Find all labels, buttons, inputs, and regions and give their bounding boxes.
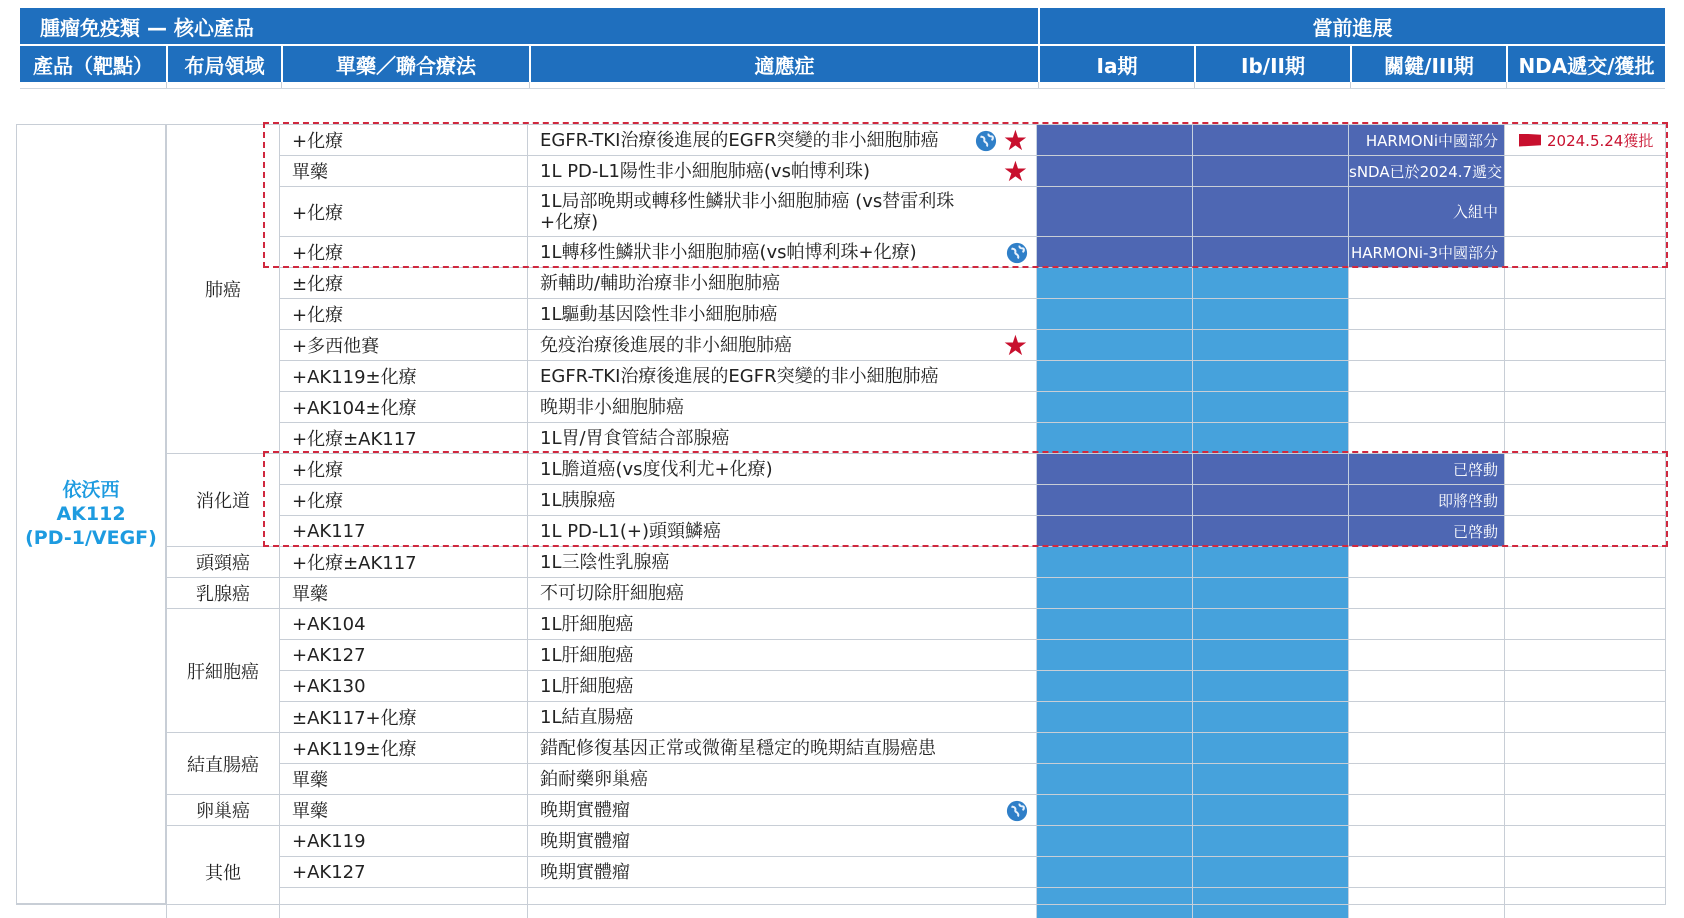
phase-bar-p2 — [1192, 422, 1348, 453]
combo-text: +化療±AK117 — [292, 429, 417, 450]
phase-bar-p3 — [1348, 577, 1504, 608]
combo-cell — [279, 732, 527, 763]
indication-cell — [527, 124, 1036, 155]
phase-bar-p1 — [1036, 856, 1192, 887]
combo-cell — [279, 360, 527, 391]
phase-bar-p2 — [1192, 732, 1348, 763]
phase-bar-p3 — [1348, 515, 1504, 546]
area-cell: 肺癌 — [166, 124, 279, 453]
indication-cell — [527, 856, 1036, 887]
nda-cell — [1504, 484, 1666, 515]
phase-bar-p3 — [1348, 608, 1504, 639]
combo-cell — [279, 236, 527, 267]
table-main-title: 腫瘤免疫類 — 核心產品 — [20, 8, 1038, 44]
nda-cell — [1504, 577, 1666, 608]
indication-cell — [527, 360, 1036, 391]
indication-cell — [527, 329, 1036, 360]
nda-cell — [1504, 124, 1666, 155]
col-header-product: 產品（靶點） — [20, 46, 166, 82]
phase-bar-p1 — [1036, 763, 1192, 794]
combo-cell — [279, 670, 527, 701]
phase-bar-p1 — [1036, 732, 1192, 763]
combo-text: 單藥 — [292, 770, 328, 791]
phase-bar-p1 — [1036, 236, 1192, 267]
col-header-phase-1b2: Ib/II期 — [1196, 46, 1350, 82]
indication-text: 1L膽道癌(vs度伐利尤+化療) — [540, 458, 773, 480]
nda-cell — [1504, 732, 1666, 763]
phase-bar-p1 — [1036, 608, 1192, 639]
combo-text: 單藥 — [292, 584, 328, 605]
phase-label: sNDA已於2024.7遞交 — [1349, 162, 1503, 181]
combo-text: 單藥 — [292, 801, 328, 822]
combo-text: +AK117 — [292, 520, 366, 542]
combo-cell — [279, 639, 527, 670]
area-cell: 乳腺癌 — [166, 577, 279, 608]
indication-cell — [527, 515, 1036, 546]
phase-label: HARMONi中國部分 — [1365, 131, 1498, 150]
indication-text: 1L驅動基因陰性非小細胞肺癌 — [540, 303, 778, 325]
indication-cell — [527, 267, 1036, 298]
indication-text: 1L胰腺癌 — [540, 489, 616, 511]
indication-text: 1L肝細胞癌 — [540, 613, 634, 635]
combo-cell — [279, 329, 527, 360]
phase-bar-p2 — [1192, 577, 1348, 608]
star-icon: ★ — [1002, 329, 1028, 360]
phase-bar-p1 — [1036, 825, 1192, 856]
phase-bar-p1 — [1036, 267, 1192, 298]
product-target: (PD-1/VEGF) — [25, 527, 157, 549]
phase-bar-p1 — [1036, 155, 1192, 186]
combo-text: +AK130 — [292, 675, 366, 697]
col-header-nda: NDA遞交/獲批 — [1508, 46, 1665, 82]
indication-text: 鉑耐藥卵巢癌 — [540, 768, 648, 790]
phase-bar-p2 — [1192, 546, 1348, 577]
phase-bar-p2 — [1192, 887, 1348, 918]
phase-bar-p3 — [1348, 856, 1504, 887]
indication-text: 1L PD-L1(+)頭頸鱗癌 — [540, 520, 722, 542]
combo-text: +AK119±化療 — [292, 739, 417, 760]
nda-cell — [1504, 298, 1666, 329]
phase-bar-p2 — [1192, 360, 1348, 391]
nda-cell — [1504, 155, 1666, 186]
combo-text: +多西他賽 — [292, 336, 380, 357]
indication-cell — [527, 577, 1036, 608]
nda-cell — [1504, 186, 1666, 236]
combo-text: +AK104±化療 — [292, 398, 417, 419]
progress-title: 當前進展 — [1040, 8, 1665, 44]
star-icon: ★ — [1002, 124, 1028, 155]
star-icon: ★ — [1002, 155, 1028, 186]
nda-cell — [1504, 515, 1666, 546]
area-cell: 卵巢癌 — [166, 794, 279, 825]
nda-cell — [1504, 794, 1666, 825]
combo-text: +化療 — [292, 243, 344, 264]
phase-bar-p1 — [1036, 515, 1192, 546]
phase-bar-p3 — [1348, 422, 1504, 453]
indication-text: 1L局部晚期或轉移性鱗狀非小細胞肺癌 (vs替雷利珠+化療) — [540, 190, 955, 233]
indication-cell — [527, 794, 1036, 825]
phase-bar-p3 — [1348, 887, 1504, 918]
phase-bar-p2 — [1192, 391, 1348, 422]
nda-cell — [1504, 887, 1666, 918]
indication-text: 晚期實體瘤 — [540, 799, 630, 821]
phase-bar-p3 — [1348, 794, 1504, 825]
phase-bar-p3 — [1348, 360, 1504, 391]
indication-text: 1L結直腸癌 — [540, 706, 634, 728]
indication-cell — [527, 298, 1036, 329]
phase-bar-p3 — [1348, 732, 1504, 763]
header-divider — [20, 82, 1665, 89]
combo-text: +AK104 — [292, 613, 366, 635]
combo-text: +化療±AK117 — [292, 553, 417, 574]
table-right-border — [1665, 124, 1666, 904]
indication-text: 晚期實體瘤 — [540, 861, 630, 883]
indication-text: 1L肝細胞癌 — [540, 675, 634, 697]
indication-cell — [527, 639, 1036, 670]
indication-cell — [527, 391, 1036, 422]
combo-cell — [279, 546, 527, 577]
col-header-indication: 適應症 — [531, 46, 1038, 82]
phase-bar-p2 — [1192, 155, 1348, 186]
phase-bar-p1 — [1036, 422, 1192, 453]
phase-bar-p1 — [1036, 670, 1192, 701]
nda-cell — [1504, 422, 1666, 453]
pipeline-table — [16, 124, 1666, 904]
nda-cell — [1504, 763, 1666, 794]
phase-bar-p3 — [1348, 124, 1504, 155]
nda-cell — [1504, 546, 1666, 577]
phase-bar-p1 — [1036, 360, 1192, 391]
phase-bar-p3 — [1348, 329, 1504, 360]
phase-bar-p1 — [1036, 391, 1192, 422]
indication-text: 1L肝細胞癌 — [540, 644, 634, 666]
phase-bar-p3 — [1348, 639, 1504, 670]
nda-cell — [1504, 391, 1666, 422]
combo-cell — [279, 155, 527, 186]
nda-cell — [1504, 329, 1666, 360]
phase-bar-p1 — [1036, 639, 1192, 670]
globe-icon — [1006, 242, 1028, 264]
phase-bar-p3 — [1348, 701, 1504, 732]
phase-bar-p3 — [1348, 670, 1504, 701]
phase-bar-p1 — [1036, 701, 1192, 732]
phase-label: 入組中 — [1452, 203, 1498, 221]
col-header-area: 布局領域 — [168, 46, 281, 82]
globe-icon — [1006, 800, 1028, 822]
combo-cell — [279, 422, 527, 453]
combo-text: ±化療 — [292, 274, 344, 295]
phase-bar-p2 — [1192, 186, 1348, 236]
area-cell: 其他 — [166, 825, 279, 918]
phase-bar-p3 — [1348, 155, 1504, 186]
phase-bar-p1 — [1036, 298, 1192, 329]
phase-bar-p3 — [1348, 236, 1504, 267]
combo-cell — [279, 298, 527, 329]
phase-bar-p1 — [1036, 453, 1192, 484]
combo-cell — [279, 825, 527, 856]
phase-bar-p2 — [1192, 236, 1348, 267]
indication-text: 1L PD-L1陽性非小細胞肺癌(vs帕博利珠) — [540, 160, 870, 182]
indication-text: 新輔助/輔助治療非小細胞肺癌 — [540, 272, 781, 294]
combo-cell — [279, 124, 527, 155]
combo-cell — [279, 267, 527, 298]
phase-label: 即將啓動 — [1437, 491, 1498, 510]
indication-text: EGFR-TKI治療後進展的EGFR突變的非小細胞肺癌 — [540, 129, 939, 151]
combo-text: +化療 — [292, 131, 344, 152]
combo-cell — [279, 887, 527, 918]
phase-label: HARMONi-3中國部分 — [1350, 243, 1498, 262]
combo-cell — [279, 763, 527, 794]
combo-cell — [279, 856, 527, 887]
indication-cell — [527, 670, 1036, 701]
phase-bar-p3 — [1348, 546, 1504, 577]
indication-text: 晚期實體瘤 — [540, 830, 630, 852]
nda-cell — [1504, 639, 1666, 670]
phase-bar-p2 — [1192, 701, 1348, 732]
indication-cell — [527, 236, 1036, 267]
indication-text: 晚期非小細胞肺癌 — [540, 396, 684, 418]
phase-bar-p1 — [1036, 329, 1192, 360]
indication-text: 1L三陰性乳腺癌 — [540, 551, 670, 573]
phase-bar-p1 — [1036, 124, 1192, 155]
combo-text: +化療 — [292, 202, 344, 224]
phase-bar-p1 — [1036, 887, 1192, 918]
combo-text: +AK119 — [292, 830, 366, 852]
combo-cell — [279, 577, 527, 608]
combo-cell — [279, 484, 527, 515]
phase-bar-p2 — [1192, 608, 1348, 639]
combo-cell — [279, 453, 527, 484]
combo-cell — [279, 701, 527, 732]
indication-cell — [527, 701, 1036, 732]
phase-bar-p1 — [1036, 186, 1192, 236]
combo-cell — [279, 794, 527, 825]
nda-cell — [1504, 453, 1666, 484]
indication-text: 不可切除肝細胞癌 — [540, 582, 684, 604]
nda-cell — [1504, 701, 1666, 732]
phase-bar-p3 — [1348, 186, 1504, 236]
phase-bar-p3 — [1348, 298, 1504, 329]
indication-cell — [527, 887, 1036, 918]
combo-text: +AK119±化療 — [292, 367, 417, 388]
combo-text: +化療 — [292, 460, 344, 481]
product-code: AK112 — [56, 503, 126, 525]
combo-cell — [279, 391, 527, 422]
phase-bar-p1 — [1036, 484, 1192, 515]
col-header-phase-1a: Ia期 — [1040, 46, 1194, 82]
phase-bar-p2 — [1192, 763, 1348, 794]
nda-cell — [1504, 856, 1666, 887]
phase-bar-p3 — [1348, 453, 1504, 484]
area-cell: 結直腸癌 — [166, 732, 279, 794]
indication-cell — [527, 155, 1036, 186]
indication-cell — [527, 484, 1036, 515]
indication-cell — [527, 186, 1036, 236]
phase-bar-p3 — [1348, 267, 1504, 298]
phase-bar-p1 — [1036, 546, 1192, 577]
nda-cell — [1504, 608, 1666, 639]
combo-text: +化療 — [292, 491, 344, 512]
indication-cell — [527, 732, 1036, 763]
phase-label: 已啓動 — [1452, 522, 1498, 541]
phase-bar-p2 — [1192, 515, 1348, 546]
phase-bar-p3 — [1348, 763, 1504, 794]
indication-text: 錯配修復基因正常或微衛星穩定的晚期結直腸癌患 — [540, 737, 936, 759]
product-name: 依沃西 — [62, 479, 120, 501]
area-cell: 頭頸癌 — [166, 546, 279, 577]
phase-bar-p2 — [1192, 453, 1348, 484]
combo-cell — [279, 515, 527, 546]
nda-cell — [1504, 267, 1666, 298]
nda-cell — [1504, 670, 1666, 701]
phase-bar-p2 — [1192, 794, 1348, 825]
globe-icon — [975, 130, 997, 152]
phase-bar-p2 — [1192, 329, 1348, 360]
col-header-phase-3: 關鍵/III期 — [1352, 46, 1506, 82]
phase-bar-p3 — [1348, 484, 1504, 515]
combo-text: +AK127 — [292, 644, 366, 666]
phase-bar-p2 — [1192, 670, 1348, 701]
combo-text: 單藥 — [292, 162, 328, 183]
indication-text: 1L轉移性鱗狀非小細胞肺癌(vs帕博利珠+化療) — [540, 241, 917, 263]
phase-bar-p3 — [1348, 825, 1504, 856]
nda-cell — [1504, 236, 1666, 267]
area-cell: 肝細胞癌 — [166, 608, 279, 732]
nda-status: 2024.5.24獲批 — [1547, 131, 1654, 150]
nda-cell — [1504, 360, 1666, 391]
area-cell: 消化道 — [166, 453, 279, 546]
table-bottom-border — [16, 904, 1666, 905]
phase-bar-p1 — [1036, 577, 1192, 608]
combo-text: +化療 — [292, 305, 344, 326]
phase-bar-p2 — [1192, 124, 1348, 155]
phase-bar-p1 — [1036, 794, 1192, 825]
indication-text: EGFR-TKI治療後進展的EGFR突變的非小細胞肺癌 — [540, 365, 939, 387]
col-header-combo: 單藥／聯合療法 — [283, 46, 529, 82]
indication-cell — [527, 422, 1036, 453]
flag-icon — [1519, 134, 1541, 147]
indication-cell — [527, 825, 1036, 856]
phase-bar-p2 — [1192, 639, 1348, 670]
phase-bar-p2 — [1192, 825, 1348, 856]
phase-bar-p2 — [1192, 484, 1348, 515]
phase-bar-p2 — [1192, 856, 1348, 887]
phase-bar-p3 — [1348, 391, 1504, 422]
indication-cell — [527, 453, 1036, 484]
combo-cell — [279, 608, 527, 639]
indication-cell — [527, 546, 1036, 577]
combo-text: +AK127 — [292, 861, 366, 883]
phase-bar-p2 — [1192, 298, 1348, 329]
combo-cell — [279, 186, 527, 236]
phase-bar-p2 — [1192, 267, 1348, 298]
indication-text: 1L胃/胃食管結合部腺癌 — [540, 427, 730, 449]
indication-text: 免疫治療後進展的非小細胞肺癌 — [540, 334, 792, 356]
indication-cell — [527, 608, 1036, 639]
nda-cell — [1504, 825, 1666, 856]
indication-cell — [527, 763, 1036, 794]
combo-text: ±AK117+化療 — [292, 708, 417, 729]
phase-label: 已啓動 — [1452, 460, 1498, 479]
